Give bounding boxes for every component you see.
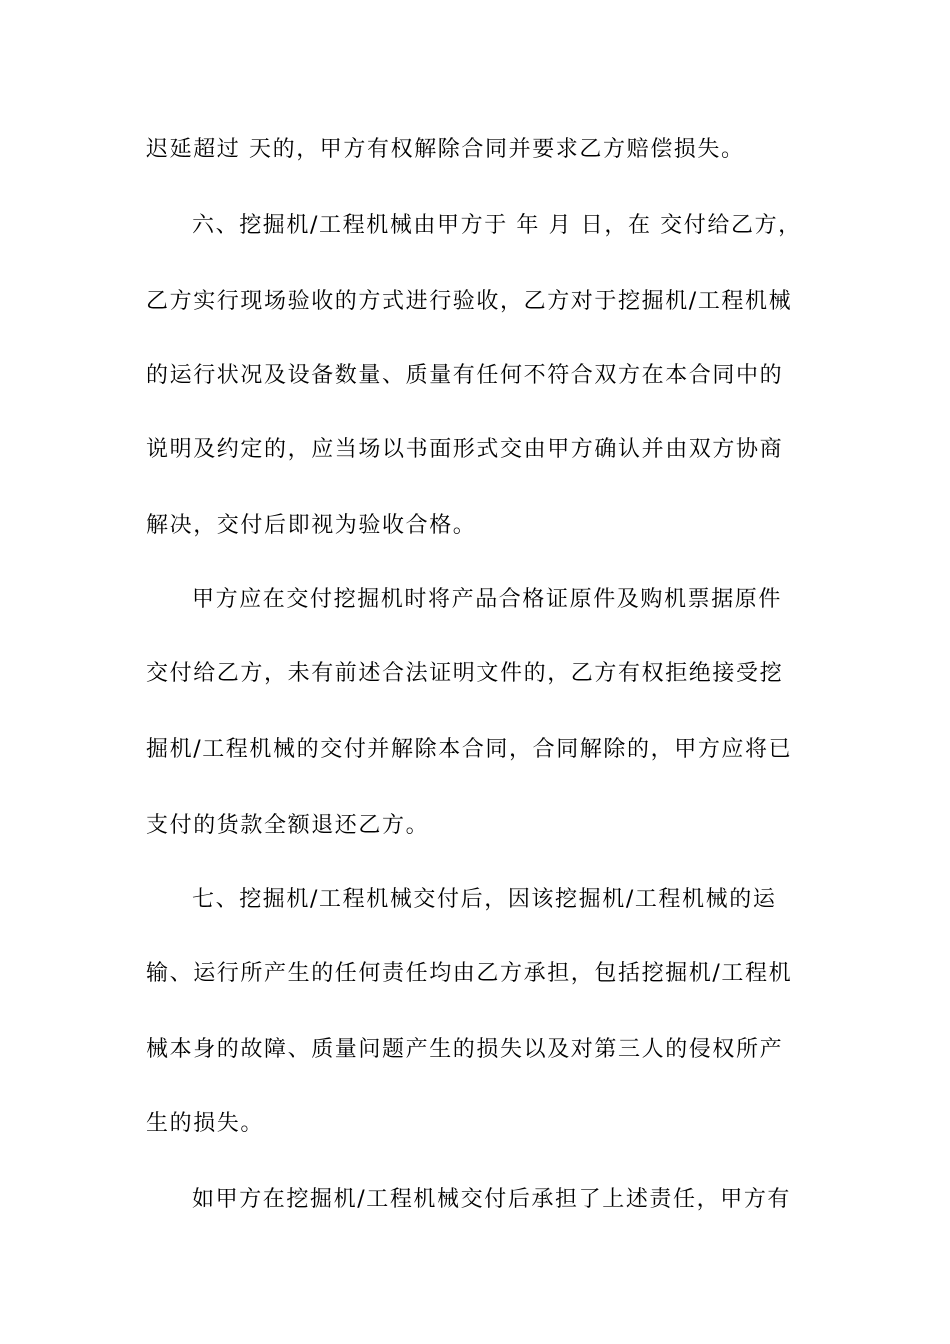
text-line-2: 六、挖掘机/工程机械由甲方于 年 月 日，在 交付给乙方， [192,213,802,238]
text-line-13: 械本身的故障、质量问题产生的损失以及对第三人的侵权所产 [146,1037,784,1062]
text-line-3: 乙方实行现场验收的方式进行验收，乙方对于挖掘机/工程机械 [146,289,793,314]
text-line-5: 说明及约定的，应当场以书面形式交由甲方确认并由双方协商 [146,437,784,462]
text-line-11: 七、挖掘机/工程机械交付后，因该挖掘机/工程机械的运 [192,887,777,912]
text-line-6: 解决，交付后即视为验收合格。 [146,513,477,538]
text-line-12: 输、运行所产生的任何责任均由乙方承担，包括挖掘机/工程机 [146,961,793,986]
text-line-4: 的运行状况及设备数量、质量有任何不符合双方在本合同中的 [146,363,784,388]
text-line-8: 交付给乙方，未有前述合法证明文件的，乙方有权拒绝接受挖 [146,661,784,686]
text-line-10: 支付的货款全额退还乙方。 [146,813,430,838]
text-line-15: 如甲方在挖掘机/工程机械交付后承担了上述责任，甲方有 [192,1187,792,1212]
text-line-7: 甲方应在交付挖掘机时将产品合格证原件及购机票据原件 [192,587,783,612]
text-line-9: 掘机/工程机械的交付并解除本合同，合同解除的，甲方应将已 [146,737,793,762]
text-line-1: 迟延超过 天的，甲方有权解除合同并要求乙方赔偿损失。 [146,137,745,162]
text-line-14: 生的损失。 [146,1111,265,1136]
